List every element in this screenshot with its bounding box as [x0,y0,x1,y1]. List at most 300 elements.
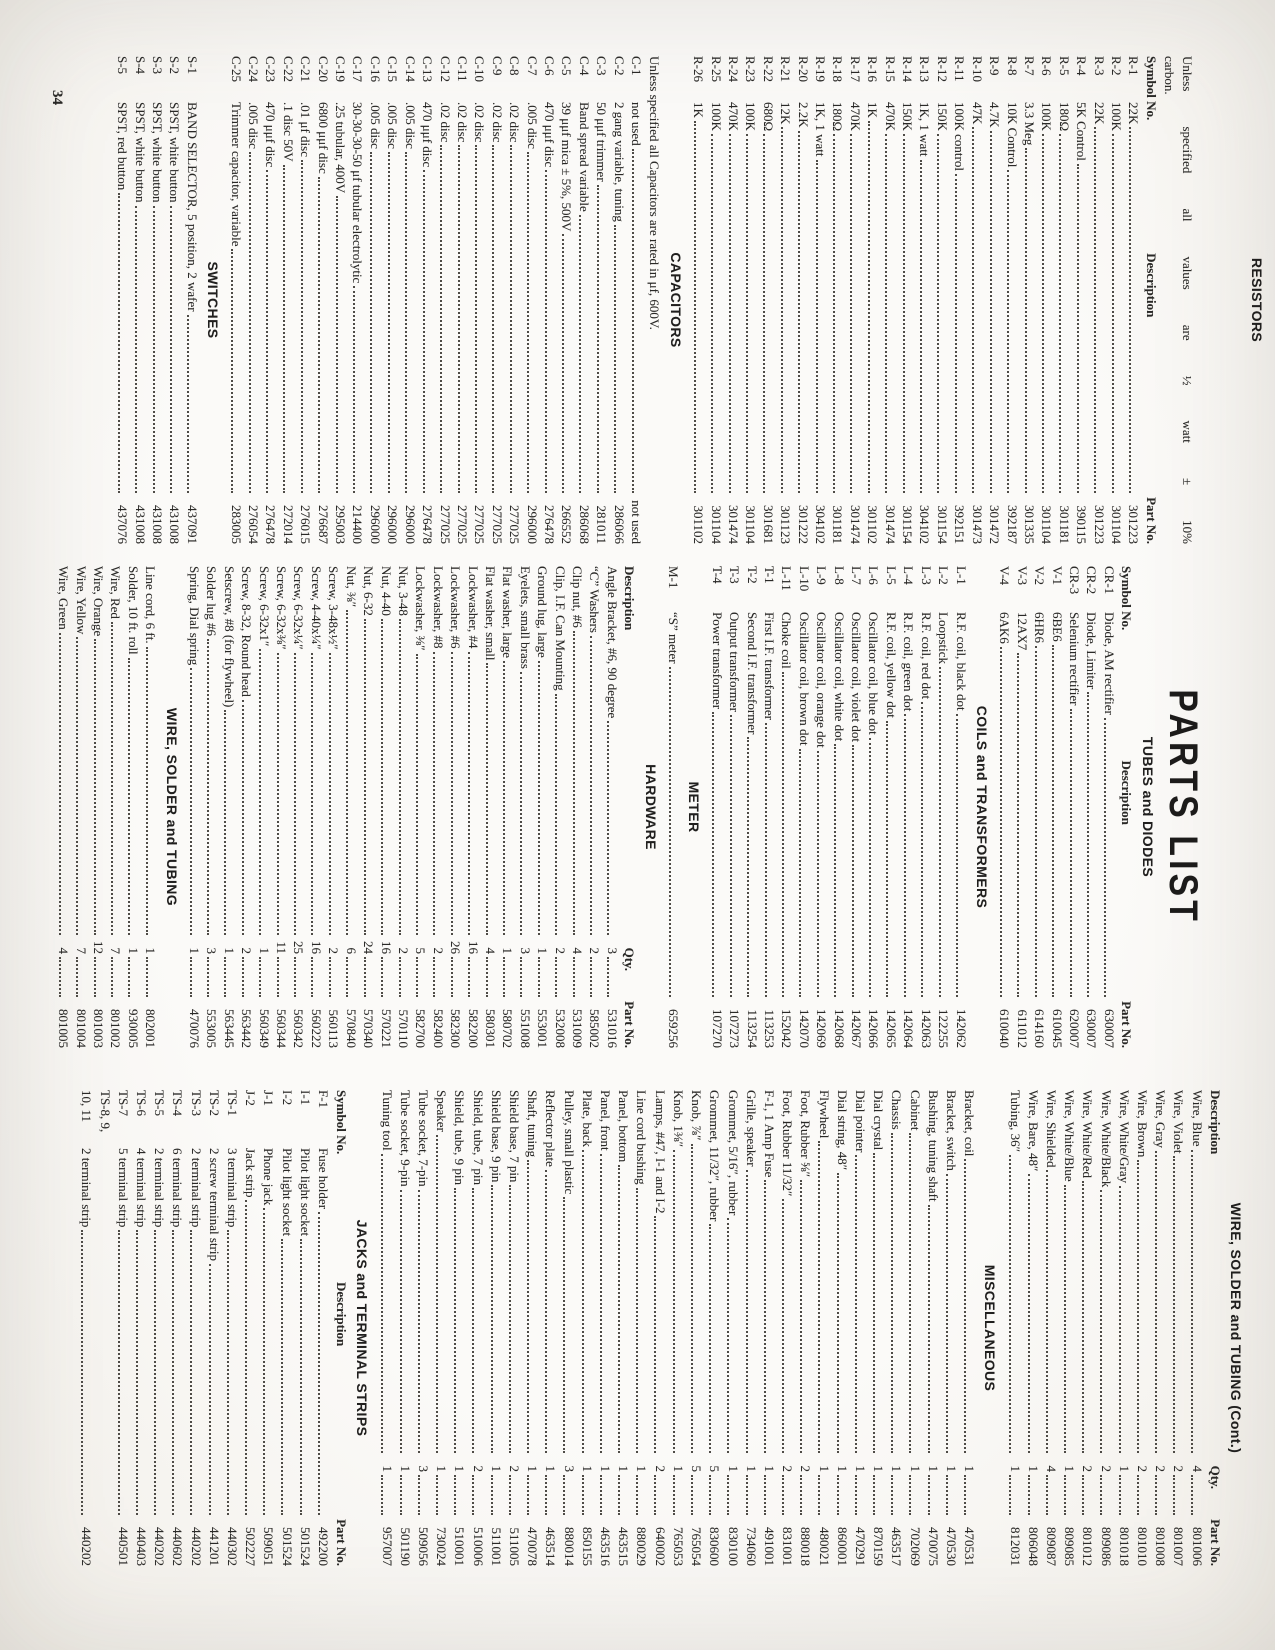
dotted-leader [154,1230,156,1515]
row-description: 4 terminal strip [134,1148,150,1228]
row-symbol: L-6 [866,566,882,585]
dotted-leader [1009,1475,1011,1515]
row-description: Cabinet [907,1090,923,1131]
row-qty: 4 [56,947,72,954]
dotted-leader [329,957,331,997]
rows-group [377,1090,978,1566]
row-qty: 2 [326,947,342,954]
row-part-number: 277025 [437,505,453,544]
column-middle [55,566,1275,1048]
row-part-number: 431008 [132,505,148,544]
row-part-number: 301102 [865,505,881,544]
parts-row [883,566,900,1048]
row-part-number: 266552 [559,505,575,544]
row-part-number: 286066 [611,505,627,544]
dotted-leader [364,957,366,997]
row-description: Plate, back [579,1090,595,1148]
parts-row [865,566,882,1048]
dotted-leader [711,134,713,493]
parts-row [114,56,131,544]
dotted-leader [928,1475,930,1515]
row-description: .005 disc [246,102,262,149]
row-description: 180Ω [830,102,846,132]
dotted-leader [329,653,331,935]
heading-part: Part No. [1143,497,1159,544]
row-symbol: C-21 [298,56,314,82]
row-part-number: 510001 [452,1527,468,1566]
row-description: 100K [708,102,724,131]
row-symbol: C-17 [350,56,366,82]
row-part-number: 301472 [987,505,1003,544]
row-qty: 5 [707,1465,723,1472]
row-description: Tube socket, 9-pin [397,1090,413,1187]
row-part-number: 301222 [795,505,811,544]
row-description: First I.F. transformer [762,612,778,720]
row-qty: 1 [452,1465,468,1472]
dotted-leader [618,1165,620,1453]
row-description: Clip nut, #6 [570,566,585,628]
dotted-leader [433,652,435,935]
rows-group [77,1090,332,1566]
row-description: 1K, 1 watt [813,102,829,157]
dotted-leader [946,1475,948,1515]
parts-row [900,566,917,1048]
row-qty: 11 [274,941,290,954]
row-part-number: 470078 [525,1527,541,1566]
row-part-number: 801018 [1116,1527,1132,1566]
parts-row [708,566,725,1048]
row-qty: 1 [1116,1465,1132,1472]
dotted-leader [242,700,244,935]
row-part-number: 152042 [779,1009,795,1048]
dotted-leader [837,1475,839,1515]
row-symbol: J-2 [243,1090,259,1106]
row-part-number: 437091 [184,505,200,544]
parts-row [377,1090,395,1566]
row-description: Line cord bushing [634,1090,650,1185]
dotted-leader [655,1216,657,1453]
dotted-leader [418,1475,420,1515]
parts-row [131,56,148,544]
row-description: BAND SELECTOR, 5 position, 2 wafer [184,102,200,312]
row-part-number: 850155 [579,1527,595,1566]
row-description: 2 terminal strip [188,1148,204,1228]
parts-row [220,566,237,1048]
dotted-leader [259,957,261,997]
parts-row [1048,566,1065,1048]
dotted-leader [423,170,425,493]
row-qty: 1 [725,1465,741,1472]
parts-row [223,1090,241,1566]
row-symbol: C-13 [420,56,436,82]
row-part-number: 630007 [1084,1009,1100,1048]
heading-part: Part No. [1207,1519,1223,1566]
row-part-number: 441201 [206,1527,222,1566]
parts-row [114,1090,132,1566]
row-description: Wire, White/Blue [1062,1090,1078,1182]
row-description: 30-30-30-50 μf tubular electrolytic [350,102,366,284]
parts-row [924,1090,942,1566]
row-part-number: 930005 [125,1009,141,1048]
row-symbol: C-11 [454,56,470,82]
dotted-leader [381,957,383,997]
row-part-number: 440602 [170,1527,186,1566]
row-symbol: S-5 [115,56,131,75]
dotted-leader [1082,1475,1084,1515]
parts-row [1133,1090,1151,1566]
row-description: Bushing, tuning shaft [925,1090,941,1202]
row-part-number: 582700 [413,1009,429,1048]
row-part-number: 142064 [901,1009,917,1048]
column-headings [621,566,638,1048]
row-part-number: 301335 [1021,505,1037,544]
parts-row [541,56,558,544]
dotted-leader [503,661,505,935]
dotted-leader [555,957,557,997]
row-qty: 2 [430,947,446,954]
row-symbol: S-4 [132,56,148,75]
row-qty: 2 [1098,1465,1114,1472]
parts-row [342,566,359,1048]
row-qty: 4 [482,947,498,954]
dotted-leader [472,1188,474,1453]
dotted-leader [436,1135,438,1453]
row-qty: 1 [1007,1465,1023,1472]
row-symbol: TS-8, 9, [97,1090,113,1133]
row-part-number: 276478 [420,505,436,544]
row-part-number: 440403 [134,1527,150,1566]
dotted-leader [600,1154,602,1453]
dotted-leader [300,1239,302,1515]
parts-row [1187,1090,1205,1566]
dotted-leader [869,738,871,997]
parts-row [377,566,394,1048]
row-qty: 16 [378,941,394,954]
row-qty: 3 [204,947,220,954]
dotted-leader [764,1180,766,1453]
row-symbol: CR-3 [1066,566,1082,595]
row-symbol: C-4 [576,56,592,76]
dotted-leader [454,1475,456,1515]
row-symbol: R-26 [691,56,707,82]
row-qty: 16 [465,941,481,954]
dotted-leader [727,1218,729,1453]
dotted-leader [451,652,453,935]
dotted-leader [972,127,974,493]
row-part-number: 142069 [814,1009,830,1048]
row-symbol: R-13 [917,56,933,82]
row-part-number: 611012 [1014,1009,1030,1048]
dotted-leader [59,957,61,997]
dotted-leader [673,1150,675,1453]
row-part-number: 286068 [576,505,592,544]
dotted-leader [573,957,575,997]
dotted-leader [781,127,783,493]
row-qty: 1 [543,1465,559,1472]
row-description: 2 screw terminal strip [206,1148,222,1261]
parts-row [488,56,505,544]
parts-row [1083,566,1100,1048]
dotted-leader [1137,1160,1139,1453]
parts-row [72,566,89,1048]
row-qty: 16 [308,941,324,954]
dotted-leader [281,1239,283,1515]
row-qty: 25 [291,941,307,954]
dotted-leader [579,215,581,493]
row-description: Phone jack [261,1148,277,1206]
row-description: “C” Washers [587,566,603,633]
row-qty: 5 [689,1465,705,1472]
row-symbol: M-1 [666,566,682,589]
parts-row [796,1090,814,1566]
parts-row [384,56,401,544]
row-part-number: 277025 [472,505,488,544]
row-description: 470K [882,102,898,131]
row-description: F-1, 1 Amp Fuse [761,1090,777,1178]
dotted-leader [231,249,233,493]
dotted-leader [346,610,348,935]
parts-row [960,1090,978,1566]
row-part-number: 281011 [594,505,610,544]
row-part-number: 801006 [1189,1527,1205,1566]
row-qty: 1 [907,1465,923,1472]
row-symbol: V-2 [1032,566,1048,586]
dotted-leader [763,134,765,493]
row-description: Dial crystal [871,1090,887,1151]
section-header: MISCELLANEOUS [982,1264,999,1392]
dotted-leader [1173,1475,1175,1515]
row-symbol: L-8 [831,566,847,585]
dotted-leader [928,1205,930,1453]
row-description: Screw, 8-32, Round head [239,566,255,697]
row-description: 3.3 Meg [1021,102,1037,146]
dotted-leader [1000,647,1002,997]
dotted-leader [850,134,852,493]
section-header: WIRE, SOLDER and TUBING (Cont.) [1228,1202,1244,1454]
parts-row [1151,1090,1169,1566]
row-description: .1 disc 50V [280,102,296,162]
note-line: carbon. [1162,56,1178,95]
row-symbol: T-4 [709,566,725,584]
row-description: Second I.F. transformer [744,612,760,735]
row-description: Pilot light socket [279,1148,295,1237]
dotted-leader [614,225,616,493]
row-part-number: 802001 [143,1009,159,1048]
row-description: Wire, Red [108,566,124,619]
row-qty: 1 [834,1465,850,1472]
parts-row [846,56,863,544]
row-qty: 2 [1153,1465,1169,1472]
row-description: .005 disc [367,102,383,149]
row-part-number: 830600 [707,1527,723,1566]
row-part-number: 142066 [866,1009,882,1048]
row-part-number: 812031 [1007,1527,1023,1566]
row-part-number: 492200 [316,1527,332,1566]
dotted-leader [964,1159,966,1453]
dotted-leader [263,1208,265,1515]
dotted-leader [399,957,401,997]
row-part-number: 801010 [1134,1527,1150,1566]
row-part-number: 301474 [847,505,863,544]
row-part-number: 480021 [816,1527,832,1566]
dotted-leader [94,639,96,935]
section-header: SWITCHES [205,261,222,339]
section-note [1161,56,1196,544]
row-description: Fuse holder [316,1148,332,1210]
row-description: Bracket, switch [943,1090,959,1171]
row-symbol: L-9 [814,566,830,585]
row-part-number: 470076 [187,1009,203,1048]
row-part-number: 560344 [274,1009,290,1048]
row-description: Speaker [434,1090,450,1132]
row-description: .02 disc [472,102,488,143]
row-qty: 1 [743,1465,759,1472]
parts-row [205,1090,223,1566]
parts-row [795,566,812,1048]
row-part-number: 610040 [997,1009,1013,1048]
parts-row [707,56,724,544]
dotted-leader [590,957,592,997]
parts-row [1013,566,1030,1048]
row-part-number: 301154 [934,505,950,544]
row-description: “S” meter [666,612,682,664]
row-part-number: 801004 [73,1009,89,1048]
row-symbol: C-3 [594,56,610,76]
row-part-number: 560342 [291,1009,307,1048]
row-qty: 1 [761,1465,777,1472]
row-part-number: 570110 [395,1009,411,1048]
row-description: 1K [865,102,881,118]
parts-row [273,566,290,1048]
row-qty: 1 [852,1465,868,1472]
rows-group [186,566,621,1048]
parts-row [586,566,603,1048]
row-description: Wire, Gray [1153,1090,1169,1148]
row-part-number: 301181 [1056,505,1072,544]
parts-row [401,56,418,544]
row-description: Lockwasher, #6 [448,566,464,649]
dotted-leader [833,134,835,493]
row-symbol: C-15 [385,56,401,82]
row-description: Pulley, small plastic [561,1090,577,1195]
dotted-leader [582,1150,584,1453]
row-part-number: 277025 [489,505,505,544]
row-symbol: C-8 [507,56,523,76]
dotted-leader [545,1170,547,1453]
row-description: Spring, Dial spring [187,566,203,666]
row-qty: 1 [579,1465,595,1472]
row-part-number: 470291 [852,1527,868,1566]
row-description: Power transformer [709,612,725,710]
row-symbol: CR-1 [1101,566,1117,595]
row-symbol: L-1 [953,566,969,585]
row-description: R.F. coil, yellow dot [883,612,899,718]
row-description: not used [629,102,644,146]
parts-row [523,1090,541,1566]
dotted-leader [312,957,314,997]
row-description: Oscillator coil, orange dot [814,612,830,748]
row-qty: 1 [816,1465,832,1472]
row-description: Wire, White/Red [1080,1090,1096,1179]
row-description: Line cord, 6 ft. [143,566,159,644]
dotted-leader [527,1475,529,1515]
dotted-leader [364,619,366,935]
parts-row [534,566,551,1048]
parts-row [132,1090,150,1566]
dotted-leader [436,1475,438,1515]
parts-row [558,56,575,544]
parts-row [575,56,592,544]
row-symbol: T-3 [727,566,743,584]
heading-description: Description [1119,760,1135,825]
row-part-number: 510006 [470,1527,486,1566]
parts-row [742,1090,760,1566]
row-description: Tubing, 36″ [1007,1090,1023,1153]
parts-row [183,56,200,544]
row-description: 470 μμf disc [541,102,557,168]
parts-row [1108,56,1125,544]
dotted-leader [416,654,418,935]
row-symbol: TS-4 [170,1090,186,1116]
dotted-leader [136,1230,138,1515]
dotted-leader [729,134,731,493]
parts-row [186,566,203,1048]
row-qty: 1 [943,1465,959,1472]
row-qty: 2 [798,1465,814,1472]
row-description: 5K Control [1074,102,1090,161]
dotted-leader [520,957,522,997]
row-qty: 3 [604,947,620,954]
row-symbol: R-14 [900,56,916,82]
dotted-leader [782,1475,784,1515]
dotted-leader [135,206,137,493]
row-part-number: 470075 [925,1527,941,1566]
row-part-number: 296000 [367,505,383,544]
row-symbol: TS-1 [225,1090,241,1116]
dotted-leader [837,1173,839,1453]
row-symbol: C-16 [367,56,383,82]
parts-row [651,1090,669,1566]
parts-row [308,566,325,1048]
row-part-number: 301474 [726,505,742,544]
row-symbol: R-2 [1108,56,1124,76]
parts-row [296,1090,314,1566]
row-symbol: C-22 [280,56,296,82]
row-description: Tuning tool [379,1090,395,1151]
dotted-leader [818,1141,820,1453]
row-description: 470 μμf disc [420,102,436,168]
row-description: 680Ω [760,102,776,132]
parts-row [569,566,586,1048]
row-symbol: R-6 [1039,56,1055,76]
dotted-leader [128,957,130,997]
column-headings [332,1090,350,1566]
row-symbol: L-3 [918,566,934,585]
row-part-number: 570221 [378,1009,394,1048]
page-number: 34 [49,90,65,105]
row-qty: 1 [221,947,237,954]
row-symbol: R-24 [726,56,742,82]
dotted-leader [400,1190,402,1453]
dotted-leader [990,131,992,493]
row-description: 47K [969,102,985,125]
dotted-leader [190,1230,192,1515]
row-symbol: R-8 [1004,56,1020,76]
dotted-leader [1112,134,1114,493]
row-description: Nut, 4-40 [378,566,394,616]
row-part-number: 801002 [108,1009,124,1048]
parts-row [429,566,446,1048]
